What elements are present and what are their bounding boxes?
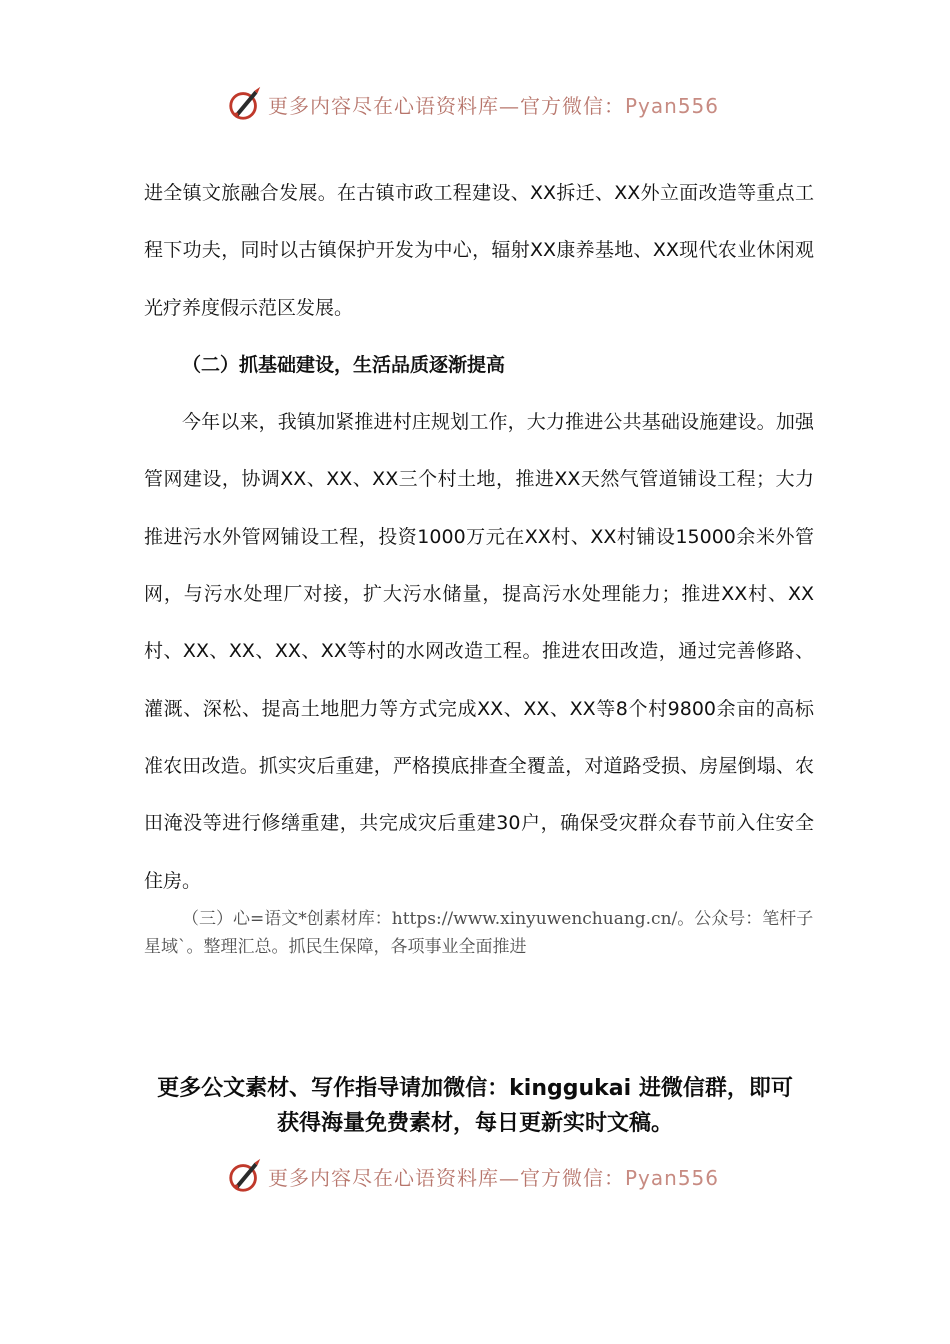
header-banner bbox=[226, 84, 746, 124]
footer-banner-text bbox=[268, 1162, 719, 1191]
promo-call-to-action bbox=[100, 1071, 850, 1141]
promo-line-2: 获得海量免费素材，每日更新实时文稿。 bbox=[276, 1111, 673, 1136]
promo-line-1: 更多公文素材、写作指导请加微信：kinggukai 进微信群，即可 bbox=[157, 1076, 793, 1101]
header-banner-cn: 更多内容尽在心语资料库—官方微信： bbox=[268, 93, 625, 118]
quill-pen-logo-icon bbox=[226, 85, 264, 123]
footer-banner-cn: 更多内容尽在心语资料库—官方微信： bbox=[268, 1165, 625, 1190]
footer-banner-wechat-id: Pyan556 bbox=[625, 1165, 720, 1190]
paragraph-continuation: 进全镇文旅融合发展。在古镇市政工程建设、XX拆迁、XX外立面改造等重点工程下功夫，同时以古镇保护开发为中心，辐射XX康养基地、XX现代农业休闲观光疗养度假示范区发展。 bbox=[144, 182, 814, 319]
section-heading-2: （二）抓基础建设，生活品质逐渐提高 bbox=[182, 353, 506, 376]
quill-pen-logo-icon bbox=[226, 1157, 264, 1195]
header-banner-wechat-id: Pyan556 bbox=[625, 93, 720, 118]
section-heading-3-watermarked: （三）心=语文*创素材库：https://www.xinyuwenchuang.cn/。公众号：笔杆子星域`。整理汇总。抓民生保障，各项事业全面推进 bbox=[144, 909, 814, 957]
document-body bbox=[144, 165, 814, 910]
paragraph-infrastructure: 今年以来，我镇加紧推进村庄规划工作，大力推进公共基础设施建设。加强管网建设，协调XX、XX、XX三个村土地，推进XX天然气管道铺设工程；大力推进污水外管网铺设工程，投资1000万元在XX村、XX村铺设15000余米外管网，与污水处理厂对接，扩大污水储量，提高污水处理能力；推进XX村、XX村、XX、XX、XX、XX等村的水网改造工程。推进农田改造，通过完善修路、灌溉、深松、提高土地肥力等方式完成XX、XX、XX等8个村9800余亩的高标准农田改造。抓实灾后重建，严格摸底排查全覆盖，对道路受损、房屋倒塌、农田淹没等进行修缮重建，共完成灾后重建30户，确保受灾群众春节前入住安全住房。 bbox=[144, 411, 814, 892]
header-banner-text bbox=[268, 90, 719, 119]
footer-banner bbox=[226, 1156, 746, 1196]
